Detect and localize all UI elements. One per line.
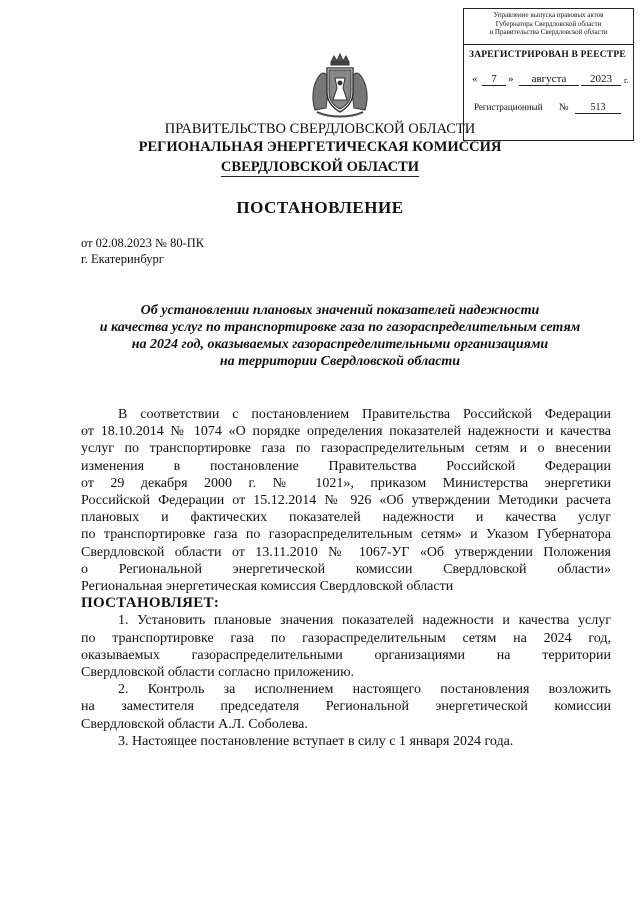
stamp-year: 2023 (581, 73, 621, 86)
preamble-paragraph (81, 406, 611, 750)
stamp-close-quote: » (508, 73, 514, 85)
stamp-open-quote: « (472, 73, 478, 85)
preamble-line: от 18.10.2014 № 1074 «О порядке определения показателей надежности и качества (81, 424, 611, 440)
stamp-reg-label: Регистрационный (474, 102, 543, 112)
stamp-registered-label: ЗАРЕГИСТРИРОВАН В РЕЕСТРЕ (469, 50, 626, 60)
preamble-line: Региональная энергетическая комиссия Свердловской области (81, 579, 454, 595)
stamp-header-line: Управление выпуска правовых актов (493, 11, 604, 19)
item-2-line: 2. Контроль за исполнением настоящего постановления возложить (118, 682, 611, 698)
item-2-line: Свердловской области А.Л. Соболева. (81, 716, 308, 732)
stamp-header-line: Губернатора Свердловской области (495, 19, 602, 28)
stamp-reg-number: 513 (575, 102, 621, 114)
subject-line: Об установлении плановых значений показателей надежности (140, 303, 540, 318)
stamp-year-suffix: г. (624, 76, 629, 85)
stamp-day: 7 (482, 73, 506, 86)
government-name: ПРАВИТЕЛЬСТВО СВЕРДЛОВСКОЙ ОБЛАСТИ (164, 121, 476, 137)
preamble-line: В соответствии с постановлением Правительства Российской Федерации (118, 407, 611, 422)
preamble-line: изменения в постановление Правительства Российской Федерации (81, 458, 611, 474)
preamble-line: плановых и фактических показателей надежности и качества услуг (81, 510, 611, 526)
document-city: г. Екатеринбург (81, 252, 164, 266)
stamp-header (464, 11, 633, 37)
item-1-line: 1. Установить плановые значения показателей надежности и качества услуг (118, 613, 611, 629)
preamble-line: Свердловской области от 13.11.2010 № 1067-УГ «Об утверждении Положения (81, 544, 611, 560)
subject-line: на 2024 год, оказываемых газораспределительными организациями (131, 337, 549, 352)
coat-of-arms-emblem (307, 52, 373, 120)
commission-region (0, 159, 640, 176)
preamble-line: от 29 декабря 2000 г. № 1021», приказом Министерства энергетики (81, 475, 611, 491)
item-1-line: Свердловской области согласно приложению. (81, 665, 355, 681)
resolves-heading: ПОСТАНОВЛЯЕТ: (81, 595, 220, 612)
stamp-divider (464, 44, 633, 45)
item-2-line: на заместителя председателя Региональной энергетической комиссии (81, 699, 611, 715)
stamp-no-sign: № (559, 102, 569, 113)
preamble-line: по транспортировке газа по газораспределительным сетям» и Указом Губернатора (81, 527, 611, 543)
stamp-header-line: и Правительства Свердловской области (489, 28, 608, 36)
commission-region-text: СВЕРДЛОВСКОЙ ОБЛАСТИ (220, 159, 420, 175)
document-date-number: от 02.08.2023 № 80-ПК (81, 236, 205, 250)
document-type-title: ПОСТАНОВЛЕНИЕ (236, 198, 404, 217)
preamble-line: о Региональной энергетической комиссии Свердловской области» (81, 561, 611, 577)
preamble-line: услуг по транспортировке газа по газораспределительным сетям и о внесении (81, 441, 611, 457)
item-1-line: оказываемых газораспределительными организациями на территории (81, 647, 611, 663)
subject-line: на территории Свердловской области (219, 354, 461, 369)
item-1-line: по транспортировке газа по газораспределительным сетям на 2024 год, (81, 630, 611, 646)
preamble-line: Российской Федерации от 15.12.2014 № 926 «Об утверждении Методики расчета (81, 493, 611, 509)
stamp-month: августа (519, 73, 579, 86)
subject-line: и качества услуг по транспортировке газа по газораспределительным сетям (99, 320, 581, 335)
commission-name: РЕГИОНАЛЬНАЯ ЭНЕРГЕТИЧЕСКАЯ КОМИССИЯ (138, 139, 502, 155)
item-3-line: 3. Настоящее постановление вступает в силу с 1 января 2024 года. (118, 733, 514, 749)
